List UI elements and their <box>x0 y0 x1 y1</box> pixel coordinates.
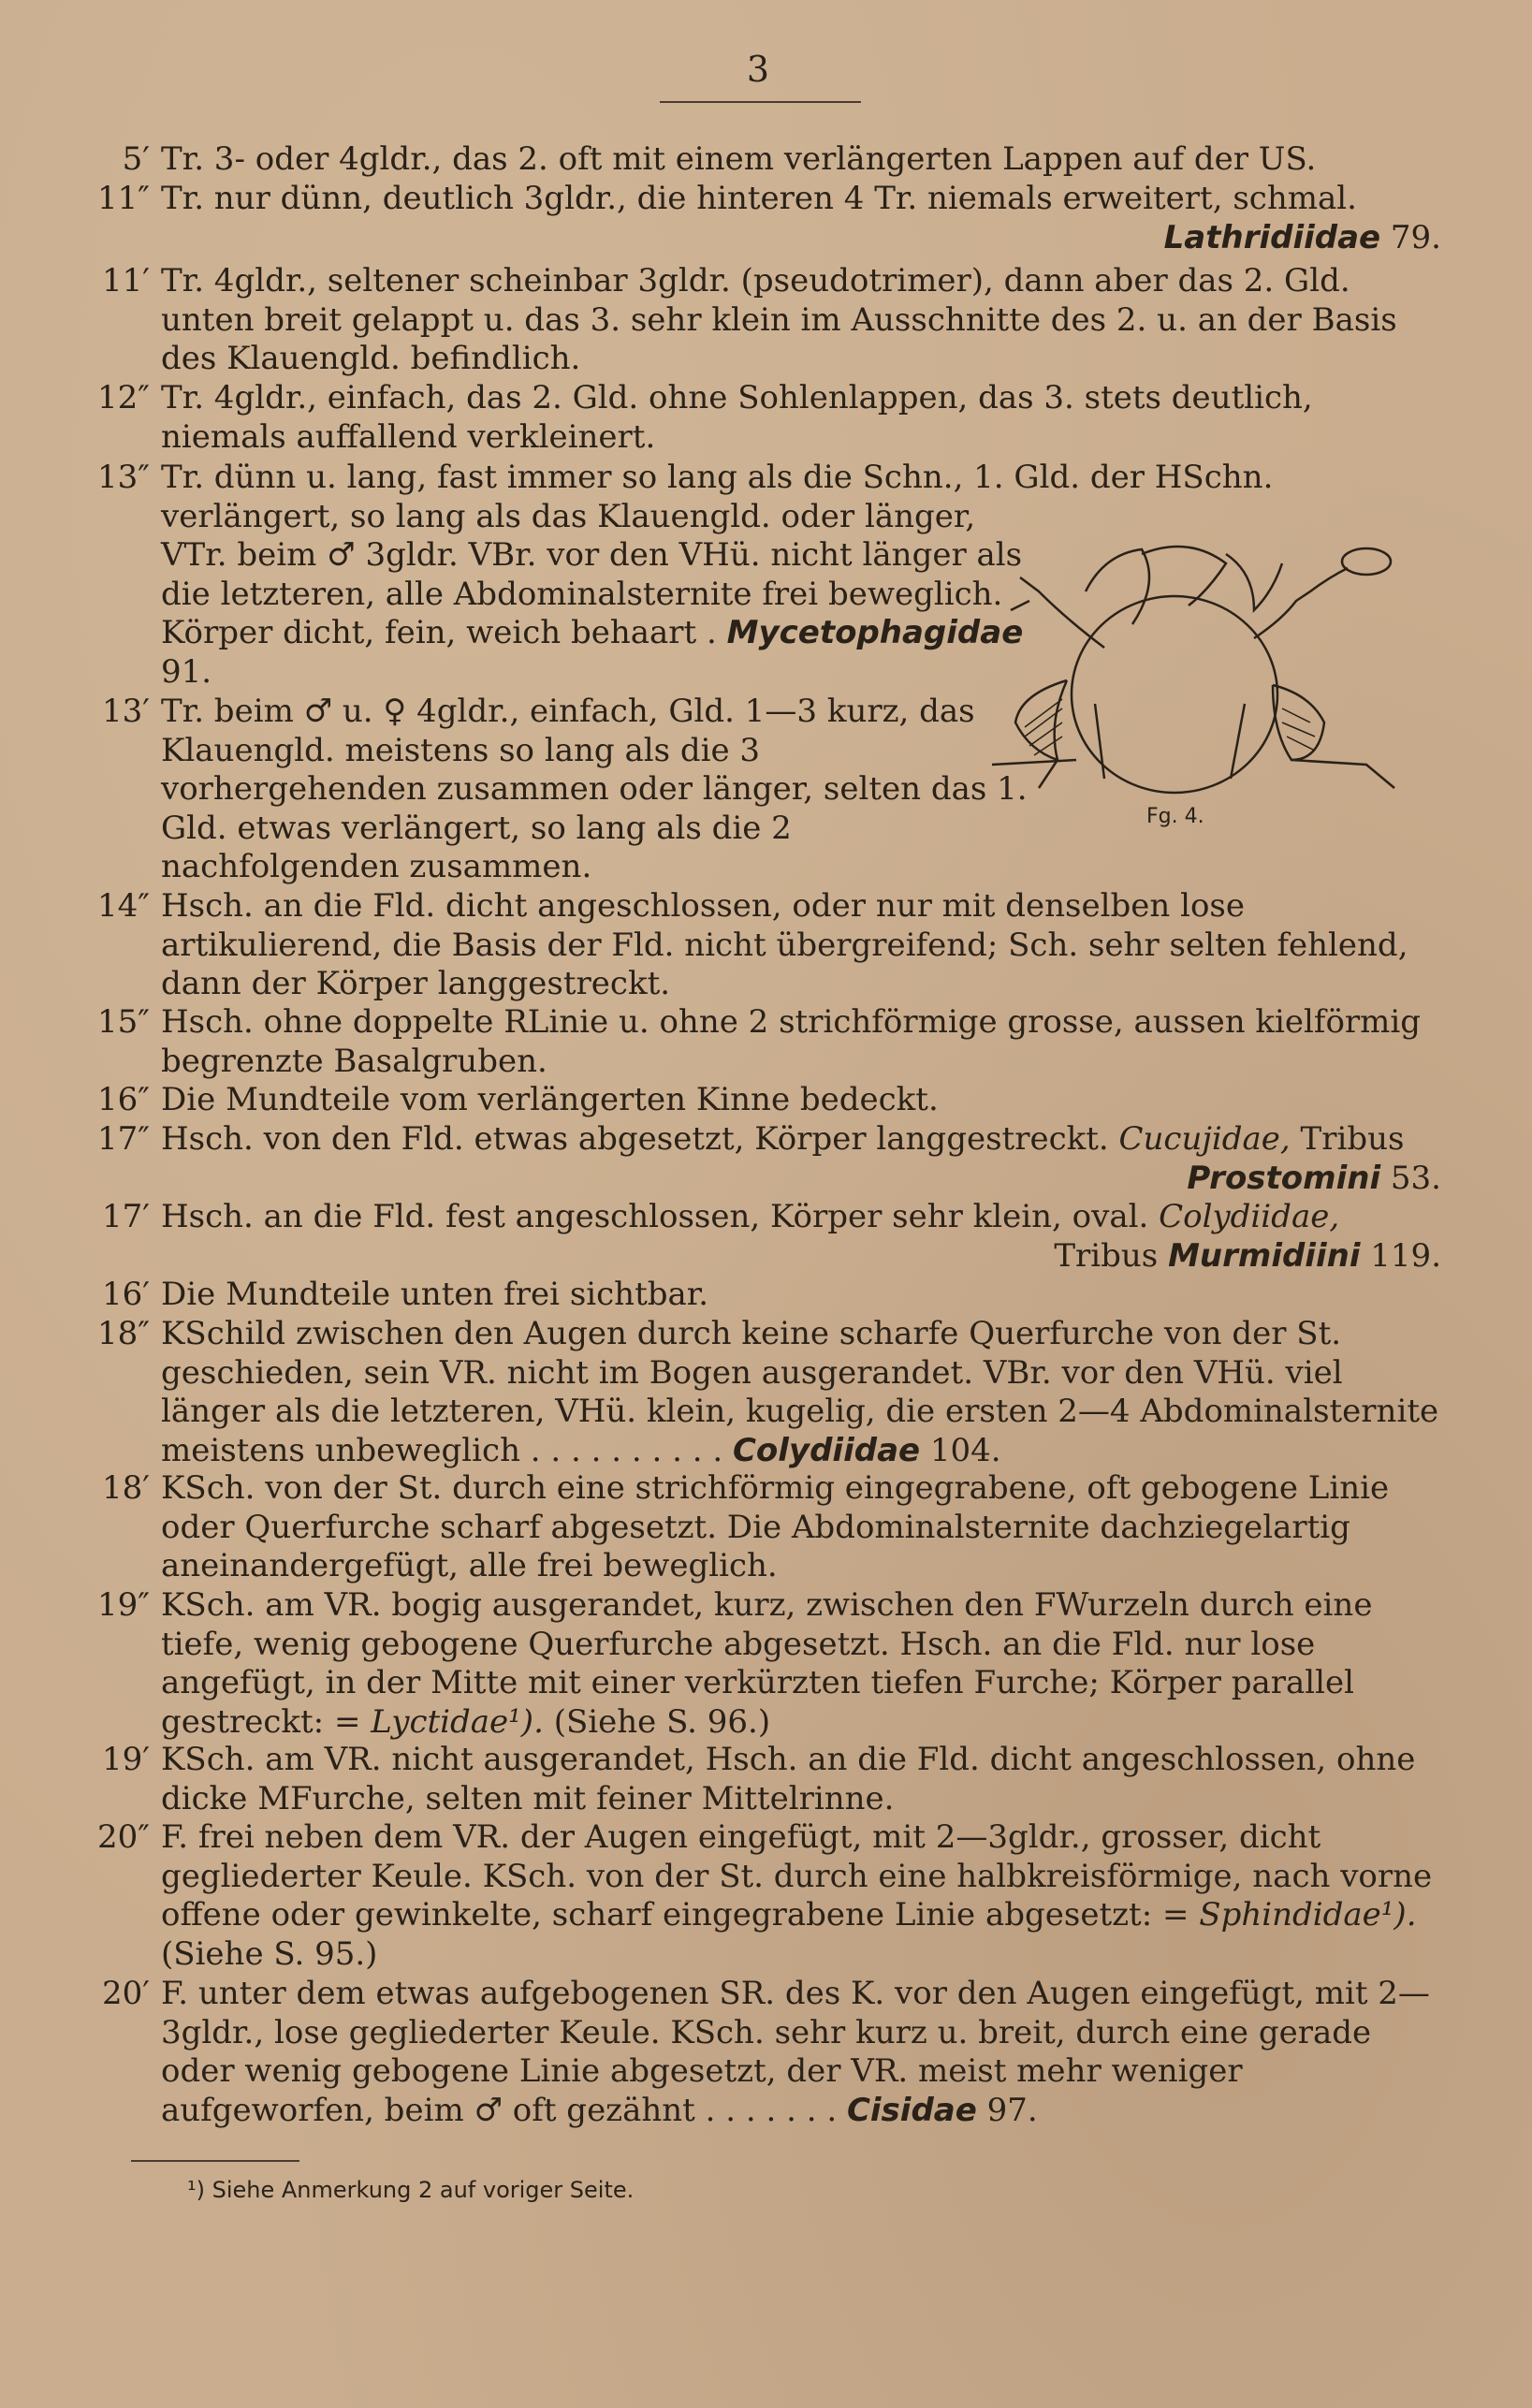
tribe-name: Prostomini <box>1187 1159 1381 1197</box>
key-entry <box>84 1003 1441 1081</box>
entry-text: Hsch. von den Fld. etwas abgesetzt, Körper langgestreckt. Cucujidae, Tribus <box>161 1120 1405 1158</box>
entry-number: 20′ <box>102 1975 150 2012</box>
entry-text: KSch. am VR. bogig ausgerandet, kurz, zwischen den FWurzeln durch eine tiefe, wenig gebogene Querfurche abgesetzt. Hsch. an die Fld. nur lose angefügt, in der Mitte mit einer verkürzten tiefen Furche; Körper parallel gestreckt: = Lyctidae¹). (Siehe S. 96.) <box>161 1586 1373 1741</box>
family-name: Cucujidae, <box>1118 1120 1291 1158</box>
key-entry <box>84 1818 1441 1974</box>
entry-result <box>161 1160 1441 1199</box>
entry-number: 13′ <box>102 693 150 730</box>
entry-text: KSchild zwischen den Augen durch keine scharfe Querfurche von der St. geschieden, sein VR. nicht im Bogen ausgerandet. VBr. vor den VHü. viel länger als die letzteren, VHü. klein, kugelig, die ersten 2—4 Abdominalsternite meistens unbeweglich . . . . . . . . . . Colydiidae 104. <box>161 1315 1439 1469</box>
page-ref: 104. <box>929 1431 1001 1469</box>
key-entry <box>84 1315 1441 1470</box>
entry-number: 19′ <box>102 1741 150 1778</box>
key-entry <box>84 1975 1441 2130</box>
page-ref: 119. <box>1370 1236 1441 1275</box>
entry-text: Tr. nur dünn, deutlich 3gldr., die hinteren 4 Tr. niemals erweitert, schmal. <box>161 180 1357 217</box>
key-entry <box>84 1741 1441 1818</box>
entry-text: Tr. dünn u. lang, fast immer so lang als die Schn., 1. Gld. der HSchn. <box>161 459 1274 496</box>
entry-number: 19″ <box>97 1586 150 1624</box>
entry-number: 11″ <box>97 180 150 217</box>
entry-number: 17″ <box>97 1120 150 1158</box>
key-entry <box>84 379 1441 457</box>
entry-number: 20″ <box>97 1818 150 1856</box>
entry-text: F. unter dem etwas aufgebogenen SR. des K. vor den Augen eingefügt, mit 2—3gldr., lose gegliederter Keule. KSch. sehr kurz u. breit, durch eine gerade oder wenig gebogene Linie abgesetzt, der VR. meist mehr weniger aufgeworfen, beim ♂ oft gezähnt . . . . . . . Cisidae 97. <box>161 1975 1430 2129</box>
family-name: Mycetophagidae <box>726 614 1024 651</box>
footnote-rule <box>131 2160 299 2162</box>
page-ref: 79. <box>1390 218 1441 256</box>
entry-result <box>161 219 1441 258</box>
key-entry <box>84 1469 1441 1586</box>
key-entry <box>84 1276 1441 1315</box>
entry-number: 17′ <box>102 1198 150 1235</box>
figure-caption: Fg. 4. <box>1146 805 1204 828</box>
entry-text: F. frei neben dem VR. der Augen eingefügt, mit 2—3gldr., grosser, dicht gegliederter Keule. KSch. von der St. durch eine halbkreisförmige, nach vorne offene oder gewinkelte, scharf eingegrabene Linie abgesetzt: = Sphindidae¹). (Siehe S. 95.) <box>161 1818 1433 1973</box>
entry-number: 12″ <box>97 379 150 416</box>
top-rule <box>660 101 861 103</box>
family-name: Lyctidae¹). <box>371 1702 544 1741</box>
key-entry <box>84 262 1441 379</box>
entry-text: Die Mundteile unten frei sichtbar. <box>161 1276 709 1313</box>
tribe-name: Murmidiini <box>1168 1236 1361 1275</box>
entry-text: KSch. von der St. durch eine strichförmig eingegrabene, oft gebogene Linie oder Querfurche scharf abgesetzt. Die Abdominalsternite dachziegelartig aneinandergefügt, alle frei beweglich. <box>161 1469 1390 1584</box>
family-name: Colydiidae <box>732 1431 921 1469</box>
entry-text: Tr. 4gldr., seltener scheinbar 3gldr. (pseudotrimer), dann aber das 2. Gld. unten breit gelappt u. das 3. sehr klein im Ausschnitte des 2. u. an der Basis des Klauengld. befindlich. <box>161 262 1397 377</box>
entry-text: Tr. 4gldr., einfach, das 2. Gld. ohne Sohlenlappen, das 3. stets deutlich, niemals auffallend verkleinert. <box>161 379 1313 456</box>
entry-number: 13″ <box>97 459 150 496</box>
footnote: ¹) Siehe Anmerkung 2 auf voriger Seite. <box>187 2177 635 2203</box>
key-entry <box>84 1120 1441 1198</box>
page-ref: 53. <box>1390 1159 1441 1197</box>
entry-text: Tr. 3- oder 4gldr., das 2. oft mit einem verlängerten Lappen auf der US. <box>161 140 1317 178</box>
entry-number: 15″ <box>97 1003 150 1041</box>
beetle-figure <box>973 535 1441 854</box>
family-name: Sphindidae¹). <box>1199 1896 1417 1934</box>
key-entry <box>84 1198 1441 1276</box>
key-entry <box>84 887 1441 1004</box>
family-name: Lathridiidae <box>1163 218 1381 256</box>
key-entry <box>84 180 1441 257</box>
page-ref: 97. <box>986 2091 1038 2129</box>
page-number: 3 <box>746 49 770 90</box>
entry-number: 16′ <box>102 1276 150 1313</box>
entry-text: Hsch. ohne doppelte RLinie u. ohne 2 strichförmige grosse, aussen kielförmig begrenzte Basalgruben. <box>161 1003 1422 1080</box>
key-entry <box>84 1586 1441 1742</box>
family-name: Cisidae <box>846 2091 977 2129</box>
entry-text: Hsch. an die Fld. fest angeschlossen, Körper sehr klein, oval. Colydiidae, <box>161 1198 1340 1235</box>
entry-number: 5′ <box>122 140 150 178</box>
family-name: Colydiidae, <box>1159 1198 1340 1235</box>
key-entry <box>84 1081 1441 1120</box>
entry-result: Tribus Murmidiini 119. <box>1054 1236 1441 1275</box>
entry-text: Hsch. an die Fld. dicht angeschlossen, oder nur mit denselben lose artikulierend, die Basis der Fld. nicht übergreifend; Sch. sehr selten fehlend, dann der Körper langgestreckt. <box>161 887 1408 1002</box>
entry-text: Tr. beim ♂ u. ♀ 4gldr., einfach, Gld. 1—3 kurz, das Klauengld. meistens so lang als die 3 vorhergehenden zusammen oder länger, selten das 1. Gld. etwas verlängert, so lang als die 2 nachfolgenden zusammen. <box>161 693 1028 885</box>
entry-number: 14″ <box>97 887 150 925</box>
entry-number: 16″ <box>97 1081 150 1118</box>
entry-text: KSch. am VR. nicht ausgerandet, Hsch. an die Fld. dicht angeschlossen, ohne dicke MFurche, selten mit feiner Mittelrinne. <box>161 1741 1416 1817</box>
page-ref: 91. <box>161 652 212 691</box>
entry-number: 11′ <box>102 262 150 299</box>
key-entry <box>84 140 1441 180</box>
entry-text-continued: verlängert, so lang als das Klauengld. oder länger, VTr. beim ♂ 3gldr. VBr. vor den VHü. nicht länger als die letzteren, alle Abdominalsternite frei beweglich. Körper dicht, fein, weich behaart . Mycetophagidae 91. <box>161 497 1024 691</box>
entry-text: Die Mundteile vom verlängerten Kinne bedeckt. <box>161 1081 939 1118</box>
entry-number: 18′ <box>102 1469 150 1507</box>
entry-number: 18″ <box>97 1315 150 1352</box>
